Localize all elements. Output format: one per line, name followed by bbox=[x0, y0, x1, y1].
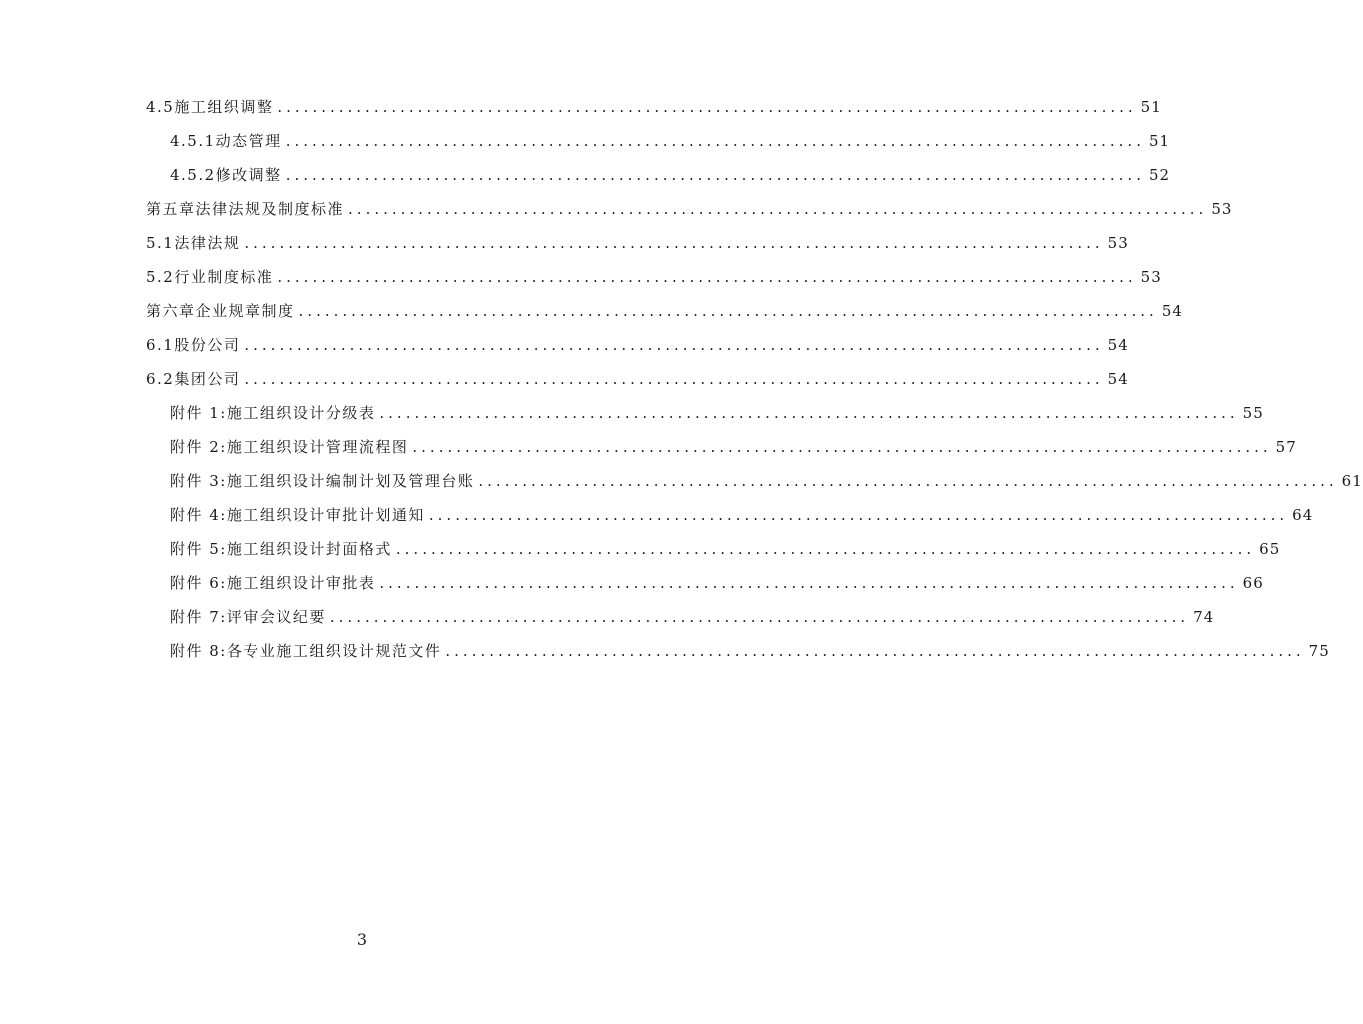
toc-dot-leader: .................................................................................................. bbox=[348, 200, 1208, 218]
toc-entry-title: 施工组织设计分级表 bbox=[226, 404, 376, 422]
toc-entry-page: 55 bbox=[1242, 404, 1264, 422]
toc-entry-title: 施工组织设计审批表 bbox=[226, 574, 376, 592]
toc-entry-page: 64 bbox=[1292, 506, 1314, 524]
toc-entry-page: 51 bbox=[1148, 132, 1171, 150]
toc-dot-leader: .................................................................................................. bbox=[277, 268, 1137, 286]
toc-entry[interactable] bbox=[146, 572, 1264, 606]
toc-entry-title: 施工组织设计审批计划通知 bbox=[226, 506, 425, 524]
toc-entry-title: 各专业施工组织设计规范文件 bbox=[226, 642, 442, 660]
toc-dot-leader: .................................................................................................. bbox=[244, 336, 1104, 354]
table-of-contents bbox=[146, 96, 1363, 674]
toc-dot-leader: .................................................................................................. bbox=[428, 506, 1289, 524]
toc-entry-number: 附件 1: bbox=[170, 404, 227, 422]
toc-entry-page: 61 bbox=[1341, 472, 1363, 490]
toc-entry-number: 附件 4: bbox=[170, 506, 227, 524]
toc-entry-page: 54 bbox=[1107, 336, 1129, 354]
toc-entry-title: 行业制度标准 bbox=[174, 268, 274, 286]
toc-entry[interactable] bbox=[146, 436, 1297, 470]
toc-entry-title: 施工组织调整 bbox=[174, 98, 274, 116]
toc-dot-leader: .................................................................................................. bbox=[277, 98, 1137, 116]
toc-dot-leader: .................................................................................................. bbox=[285, 166, 1145, 184]
toc-entry-page: 52 bbox=[1148, 166, 1171, 184]
toc-entry[interactable] bbox=[146, 538, 1281, 572]
toc-dot-leader: .................................................................................................. bbox=[478, 472, 1338, 490]
toc-entry[interactable] bbox=[146, 164, 1171, 198]
toc-dot-leader: .................................................................................................. bbox=[445, 642, 1305, 660]
toc-entry[interactable] bbox=[146, 504, 1314, 538]
toc-dot-leader: .................................................................................................. bbox=[244, 370, 1104, 388]
toc-entry-number: 附件 6: bbox=[170, 574, 227, 592]
toc-entry[interactable] bbox=[146, 334, 1129, 368]
toc-entry-title: 集团公司 bbox=[174, 370, 241, 388]
toc-entry-title: 施工组织设计管理流程图 bbox=[226, 438, 409, 456]
toc-entry-title: 法律法规及制度标准 bbox=[195, 200, 345, 218]
toc-entry-page: 51 bbox=[1140, 98, 1162, 116]
toc-entry[interactable] bbox=[146, 130, 1171, 164]
toc-entry-title: 动态管理 bbox=[215, 132, 282, 150]
toc-entry-number: 第六章 bbox=[146, 302, 196, 320]
toc-entry-number: 4.5 bbox=[146, 98, 175, 116]
toc-entry[interactable] bbox=[146, 198, 1233, 232]
toc-entry-number: 4.5.1 bbox=[170, 132, 216, 150]
toc-entry-page: 57 bbox=[1275, 438, 1297, 456]
toc-entry-title: 修改调整 bbox=[215, 166, 282, 184]
toc-entry-page: 65 bbox=[1259, 540, 1281, 558]
toc-dot-leader: .................................................................................................. bbox=[379, 574, 1239, 592]
toc-entry[interactable] bbox=[146, 232, 1129, 266]
toc-entry-number: 6.1 bbox=[146, 336, 175, 354]
toc-entry-page: 53 bbox=[1140, 268, 1162, 286]
toc-entry-title: 施工组织设计编制计划及管理台账 bbox=[226, 472, 475, 490]
toc-entry-page: 53 bbox=[1107, 234, 1129, 252]
toc-dot-leader: .................................................................................................. bbox=[244, 234, 1104, 252]
toc-entry-number: 附件 2: bbox=[170, 438, 227, 456]
toc-dot-leader: .................................................................................................. bbox=[298, 302, 1158, 320]
toc-entry-title: 评审会议纪要 bbox=[226, 608, 326, 626]
toc-entry-title: 企业规章制度 bbox=[195, 302, 295, 320]
toc-entry[interactable] bbox=[146, 606, 1215, 640]
toc-entry-number: 第五章 bbox=[146, 200, 196, 218]
toc-dot-leader: .................................................................................................. bbox=[412, 438, 1272, 456]
toc-entry-title: 施工组织设计封面格式 bbox=[226, 540, 392, 558]
toc-entry-number: 附件 8: bbox=[170, 642, 227, 660]
toc-entry-title: 法律法规 bbox=[174, 234, 241, 252]
toc-entry-number: 6.2 bbox=[146, 370, 175, 388]
toc-entry-number: 5.2 bbox=[146, 268, 175, 286]
toc-entry[interactable] bbox=[146, 402, 1264, 436]
toc-entry[interactable] bbox=[146, 266, 1162, 300]
toc-entry[interactable] bbox=[146, 300, 1183, 334]
toc-entry-page: 53 bbox=[1211, 200, 1233, 218]
toc-dot-leader: .................................................................................................. bbox=[395, 540, 1256, 558]
toc-entry-page: 54 bbox=[1161, 302, 1183, 320]
toc-entry[interactable] bbox=[146, 368, 1129, 402]
toc-entry[interactable] bbox=[146, 96, 1162, 130]
toc-entry-page: 54 bbox=[1107, 370, 1129, 388]
toc-entry-title: 股份公司 bbox=[174, 336, 241, 354]
toc-entry-number: 附件 5: bbox=[170, 540, 227, 558]
toc-entry[interactable] bbox=[146, 470, 1363, 504]
toc-dot-leader: .................................................................................................. bbox=[379, 404, 1239, 422]
toc-dot-leader: .................................................................................................. bbox=[285, 132, 1145, 150]
toc-dot-leader: .................................................................................................. bbox=[329, 608, 1190, 626]
toc-entry-number: 5.1 bbox=[146, 234, 175, 252]
toc-entry-page: 66 bbox=[1242, 574, 1264, 592]
toc-entry-page: 75 bbox=[1308, 642, 1330, 660]
page-number: 3 bbox=[356, 930, 368, 949]
toc-entry-page: 74 bbox=[1193, 608, 1215, 626]
toc-entry-number: 附件 7: bbox=[170, 608, 227, 626]
toc-entry-number: 4.5.2 bbox=[170, 166, 216, 184]
toc-entry-number: 附件 3: bbox=[170, 472, 227, 490]
toc-entry[interactable] bbox=[146, 640, 1330, 674]
